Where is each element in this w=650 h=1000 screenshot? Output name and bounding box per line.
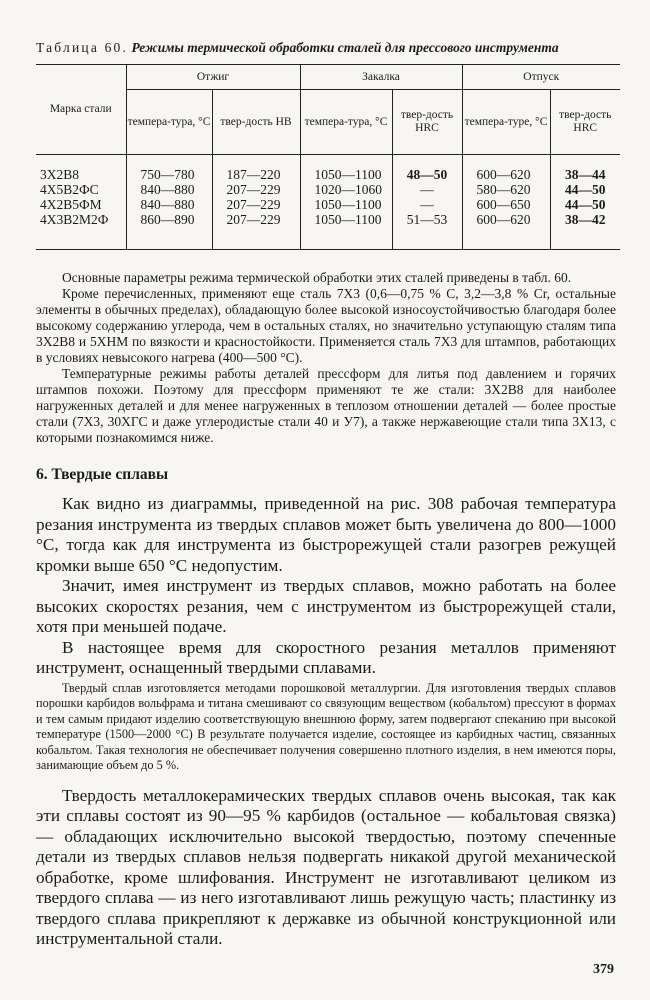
section-title: 6. Твердые сплавы [36, 466, 169, 483]
table-row [36, 212, 620, 250]
cell: 860—890 [126, 212, 212, 250]
header-sub: твер-дость НВ [212, 90, 300, 155]
paragraph: В настоящее время для скоростного резания металлов применяют инструмент, оснащенный твердыми сплавами. [36, 637, 616, 677]
cell: — [392, 182, 462, 197]
paragraph: Твердый сплав изготовляется методами порошковой металлургии. Для изготовления твердых сплавов порошки карбидов вольфрама и титана смешивают со связующим веществом (кобальтом) прессуют в формах и тем самым придают изделию соответствующую внешнюю форму, затем подвергают спеканию при высокой температуре (1500—2000 °С) В результате получается изделие, состоящее из карбидных частиц, связанных кобальтом. Такая технология не обеспечивает получения совершенно плотного изделия, в нем имеются поры, занимающие объем до 5 %. [36, 680, 616, 772]
header-sub: твер-дость HRC [550, 90, 620, 155]
cell: 600—620 [462, 212, 550, 250]
cell: 3Х2В8 [40, 167, 80, 182]
cell: 44—50 [550, 197, 620, 212]
paragraph: Твердость металлокерамических твердых сплавов очень высокая, так как эти сплавы состоят из 90—95 % карбидов (остальное — кобальтовая связка) — обладающих исключительно высокой твердостью, поэтому спеченные детали из твердых сплавов нельзя подвергать никакой другой механической обработке, кроме шлифования. Инструмент не изготавливают целиком из твердого сплава — из него изготавливают лишь режущую часть; пластинку из твердого сплава прикрепляют к державке из обычной конструкционной или инструментальной стали. [36, 785, 616, 948]
cell: 4Х3В2М2Ф [36, 212, 126, 250]
paragraph: Кроме перечисленных, применяют еще сталь 7Х3 (0,6—0,75 % С, 3,2—3,8 % Cr, остальные элементы в обычных пределах), обладающую более высокой износоустойчивостью благодаря более высокому содержанию углерода, чем в остальных сталях, но значительно уступающую сталям типа 3Х2В8 и 5ХНМ по вязкости и красностойкости. Применяется сталь 7Х3 для штампов, работающих в условиях невысокого нагрева (400—500 °С). [36, 286, 616, 365]
intro-text [36, 270, 616, 446]
header-group-quench: Закалка [300, 65, 462, 90]
cell: 48—50 [392, 155, 462, 183]
cell: 840—880 [126, 182, 212, 197]
table-row [36, 197, 620, 212]
page-content [36, 40, 616, 950]
cell: 207—229 [212, 212, 300, 250]
steel-treatment-table [36, 64, 620, 250]
table-caption [36, 40, 616, 56]
cell: 840—880 [126, 197, 212, 212]
cell: 44—50 [550, 182, 620, 197]
header-sub: твер-дость HRC [392, 90, 462, 155]
cell: 1050—1100 [300, 155, 392, 183]
paragraph: Основные параметры режима термической обработки этих сталей приведены в табл. 60. [62, 270, 572, 285]
cell: 207—229 [212, 182, 300, 197]
header-sub: темпера-тура, °С [126, 90, 212, 155]
cell: 51—53 [392, 212, 462, 250]
page-number: 379 [593, 962, 614, 977]
cell: 750—780 [126, 155, 212, 183]
body-text [36, 494, 616, 679]
header-sub: темпера-тура, °С [300, 90, 392, 155]
cell: 38—44 [550, 155, 620, 183]
cell: 1020—1060 [300, 182, 392, 197]
header-group-temper: Отпуск [462, 65, 620, 90]
table-row [36, 182, 620, 197]
header-mark: Марка стали [36, 65, 126, 155]
cell: 4Х5В2ФС [40, 182, 99, 197]
cell: 580—620 [462, 182, 550, 197]
paragraph: Температурные режимы работы деталей прессформ для литья под давлением и горячих штампов похожи. Поэтому для прессформ применяют те же стали: 3Х2В8 для наиболее нагруженных деталей и для менее нагруженных в теплозом отношении деталей — более простые стали (7Х3, 30ХГС и даже углеродистые стали 40 и У7), а также нержавеющие стали типа 3Х13, с которыми познакомимся ниже. [36, 366, 616, 445]
note-text [36, 681, 616, 774]
header-sub: темпера-туре, °С [462, 90, 550, 155]
paragraph: Значит, имея инструмент из твердых сплавов, можно работать на более высоких скоростях резания, чем с инструментом из быстрорежущей стали, хотя при меньшей подаче. [36, 576, 616, 636]
cell: — [392, 197, 462, 212]
body-text-2 [36, 786, 616, 950]
table-row [36, 155, 620, 183]
cell: 600—620 [462, 155, 550, 183]
cell: 600—650 [462, 197, 550, 212]
cell: 187—220 [212, 155, 300, 183]
cell: 1050—1100 [300, 197, 392, 212]
table-caption-text: Режимы термической обработки сталей для прессового инструмента [131, 40, 559, 55]
paragraph: Как видно из диаграммы, приведенной на рис. 308 рабочая температура резания инструмента из твердых сплавов может быть увеличена до 800—1000 °С, тогда как для инструмента из быстрорежущей стали разогрев режущей кромки выше 650 °С недопустим. [36, 494, 616, 575]
table-caption-label: Таблица 60. [36, 40, 129, 55]
cell: 1050—1100 [300, 212, 392, 250]
cell: 38—42 [550, 212, 620, 250]
cell: 207—229 [212, 197, 300, 212]
header-group-anneal: Отжиг [126, 65, 300, 90]
cell: 4Х2В5ФМ [40, 197, 102, 212]
